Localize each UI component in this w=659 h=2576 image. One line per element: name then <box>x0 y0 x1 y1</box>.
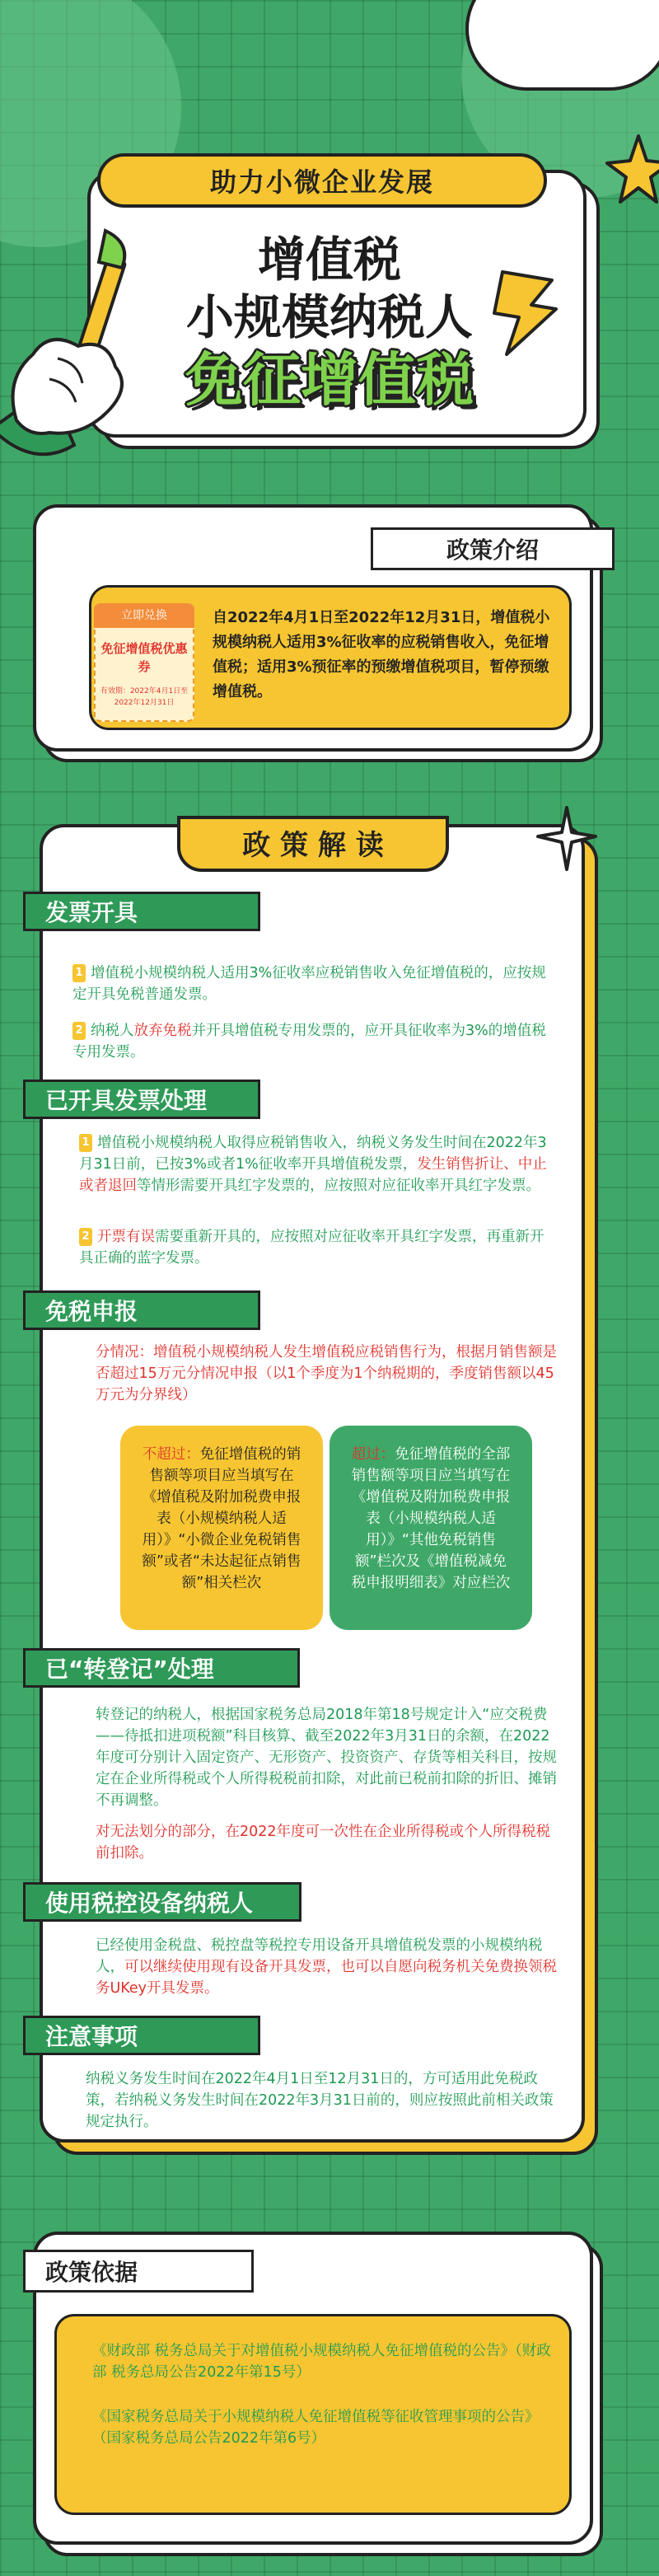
invoice-item-1 <box>72 962 555 1005</box>
invoice-item-2-pre: 纳税人 <box>91 1023 134 1039</box>
coupon-title: 免征增值税优惠券 <box>100 641 188 674</box>
box-not-exceed <box>120 1426 323 1630</box>
basis-ref-1: 《财政部 税务总局关于对增值税小规模纳税人免征增值税的公告》（财政部 税务总局公告2022年第15号） <box>92 2343 551 2381</box>
section-tag-issued-invoice: 已开具发票处理 <box>23 1080 260 1119</box>
star-icon <box>605 132 659 206</box>
section-tag-invoice: 发票开具 <box>23 892 260 931</box>
number-badge-1: 1 <box>79 1134 92 1152</box>
box-not-exceed-text: 免征增值税的销售额等项目应当填写在《增值税及附加税费申报表（小规模纳税人适用）》“小微企业免税销售额”或者“未达起征点销售额”相关栏次 <box>142 1446 301 1591</box>
basis-ref-2: 《国家税务总局关于小规模纳税人免征增值税等征收管理事项的公告》（国家税务总局公告2022年第6号） <box>92 2409 540 2447</box>
hand-pencil-icon <box>0 222 181 478</box>
box-exceed-label: 超过： <box>351 1446 395 1463</box>
title-line-3: 免征增值税 <box>185 346 474 414</box>
invoice-item-2 <box>72 1020 555 1063</box>
lightning-icon <box>486 268 560 358</box>
section-tag-notes: 注意事项 <box>23 2016 260 2055</box>
device-text <box>96 1935 557 1999</box>
sparkle-icon <box>534 799 600 873</box>
number-badge-2: 2 <box>79 1228 92 1246</box>
title-line-2: 小规模纳税人 <box>185 289 473 345</box>
coupon-validity: 有效期：2022年4月1日至2022年12月31日 <box>100 687 189 707</box>
transfer-text-1: 转登记的纳税人，根据国家税务总局2018年第18号规定计入“应交税费——待抵扣进项税额”科目核算、截至2022年3月31日的余额，在2022年度可分别计入固定资产、无形资产、投资资产、存货等相关科目，按规定在企业所得税或个人所得税税前扣除，对此前已税前扣除的折旧、摊销不再调整。 <box>96 1707 557 1809</box>
issued-item-1-highlight: 发生销售折让、中止或者退回 <box>79 1156 547 1194</box>
device-text-highlight: 可以继续使用现有设备开具发票，也可以自愿向税务机关免费换领税务UKey开具发票。 <box>96 1959 557 1997</box>
transfer-text-2: 对无法划分的部分，在2022年度可一次性在企业所得税或个人所得税税前扣除。 <box>96 1824 551 1862</box>
issued-item-1 <box>79 1132 557 1197</box>
header-pill <box>97 153 547 208</box>
section-tag-tax-filing: 免税申报 <box>23 1290 260 1330</box>
box-exceed <box>330 1426 532 1630</box>
coupon-header: 立即兑换 <box>94 603 194 628</box>
title-line-1: 增值税 <box>257 232 401 288</box>
cloud-decoration <box>465 0 659 91</box>
intro-text: 自2022年4月1日至2022年12月31日，增值税小规模纳税人适用3%征收率的应税销售收入，免征增值税；适用3%预征率的预缴增值税项目，暂停预缴增值税。 <box>213 609 550 700</box>
issued-item-1-post: 等情形需要开具红字发票的，应按照对应征收率开具红字发票。 <box>137 1178 540 1194</box>
interpret-banner-label: 政 策 解 读 <box>242 829 384 862</box>
section-tag-transfer-registration: 已“转登记”处理 <box>23 1648 300 1688</box>
number-badge-1: 1 <box>72 964 86 982</box>
header-pill-label: 助力小微企业发展 <box>209 166 434 198</box>
invoice-item-2-highlight: 放弃免税 <box>133 1023 192 1039</box>
issued-item-2-post: 需要重新开具的，应按照对应征收率开具红字发票，再重新开具正确的蓝字发票。 <box>79 1229 544 1267</box>
box-exceed-text: 免征增值税的全部销售额等项目应当填写在《增值税及附加税费申报表（小规模纳税人适用）》“其他免税销售额”栏次及《增值税减免税申报明细表》对应栏次 <box>351 1446 511 1591</box>
issued-item-1-pre: 增值税小规模纳税人取得应税销售收入，纳税义务发生时间在2022年3月31日前，已按3%或者1%征收率开具增值税发票， <box>79 1135 547 1173</box>
basis-tag: 政策依据 <box>23 2250 254 2293</box>
notes-text: 纳税义务发生时间在2022年4月1日至12月31日的，方可适用此免税政策，若纳税义务发生时间在2022年3月31日前的，则应按照此前相关政策规定执行。 <box>86 2071 554 2130</box>
number-badge-2: 2 <box>72 1022 86 1040</box>
invoice-item-2-post: 并开具增值税专用发票的，应开具征收率为3%的增值税专用发票。 <box>72 1023 546 1061</box>
invoice-item-1-text: 增值税小规模纳税人适用3%征收率应税销售收入免征增值税的，应按规定开具免税普通发票。 <box>72 965 546 1003</box>
issued-item-2-highlight: 开票有误 <box>97 1229 155 1245</box>
section-tag-tax-control-device: 使用税控设备纳税人 <box>23 1882 301 1922</box>
device-text-pre: 已经使用金税盘、税控盘等税控专用设备开具增值税发票的小规模纳税人， <box>96 1937 543 1975</box>
issued-item-2 <box>79 1226 557 1269</box>
tax-filing-text: 分情况：增值税小规模纳税人发生增值税应税销售行为，根据月销售额是否超过15万元分情况申报（以1个季度为1个纳税期的，季度销售额以45万元为分界线） <box>96 1344 557 1403</box>
box-not-exceed-label: 不超过： <box>142 1446 200 1463</box>
intro-tag: 政策介绍 <box>371 527 615 570</box>
